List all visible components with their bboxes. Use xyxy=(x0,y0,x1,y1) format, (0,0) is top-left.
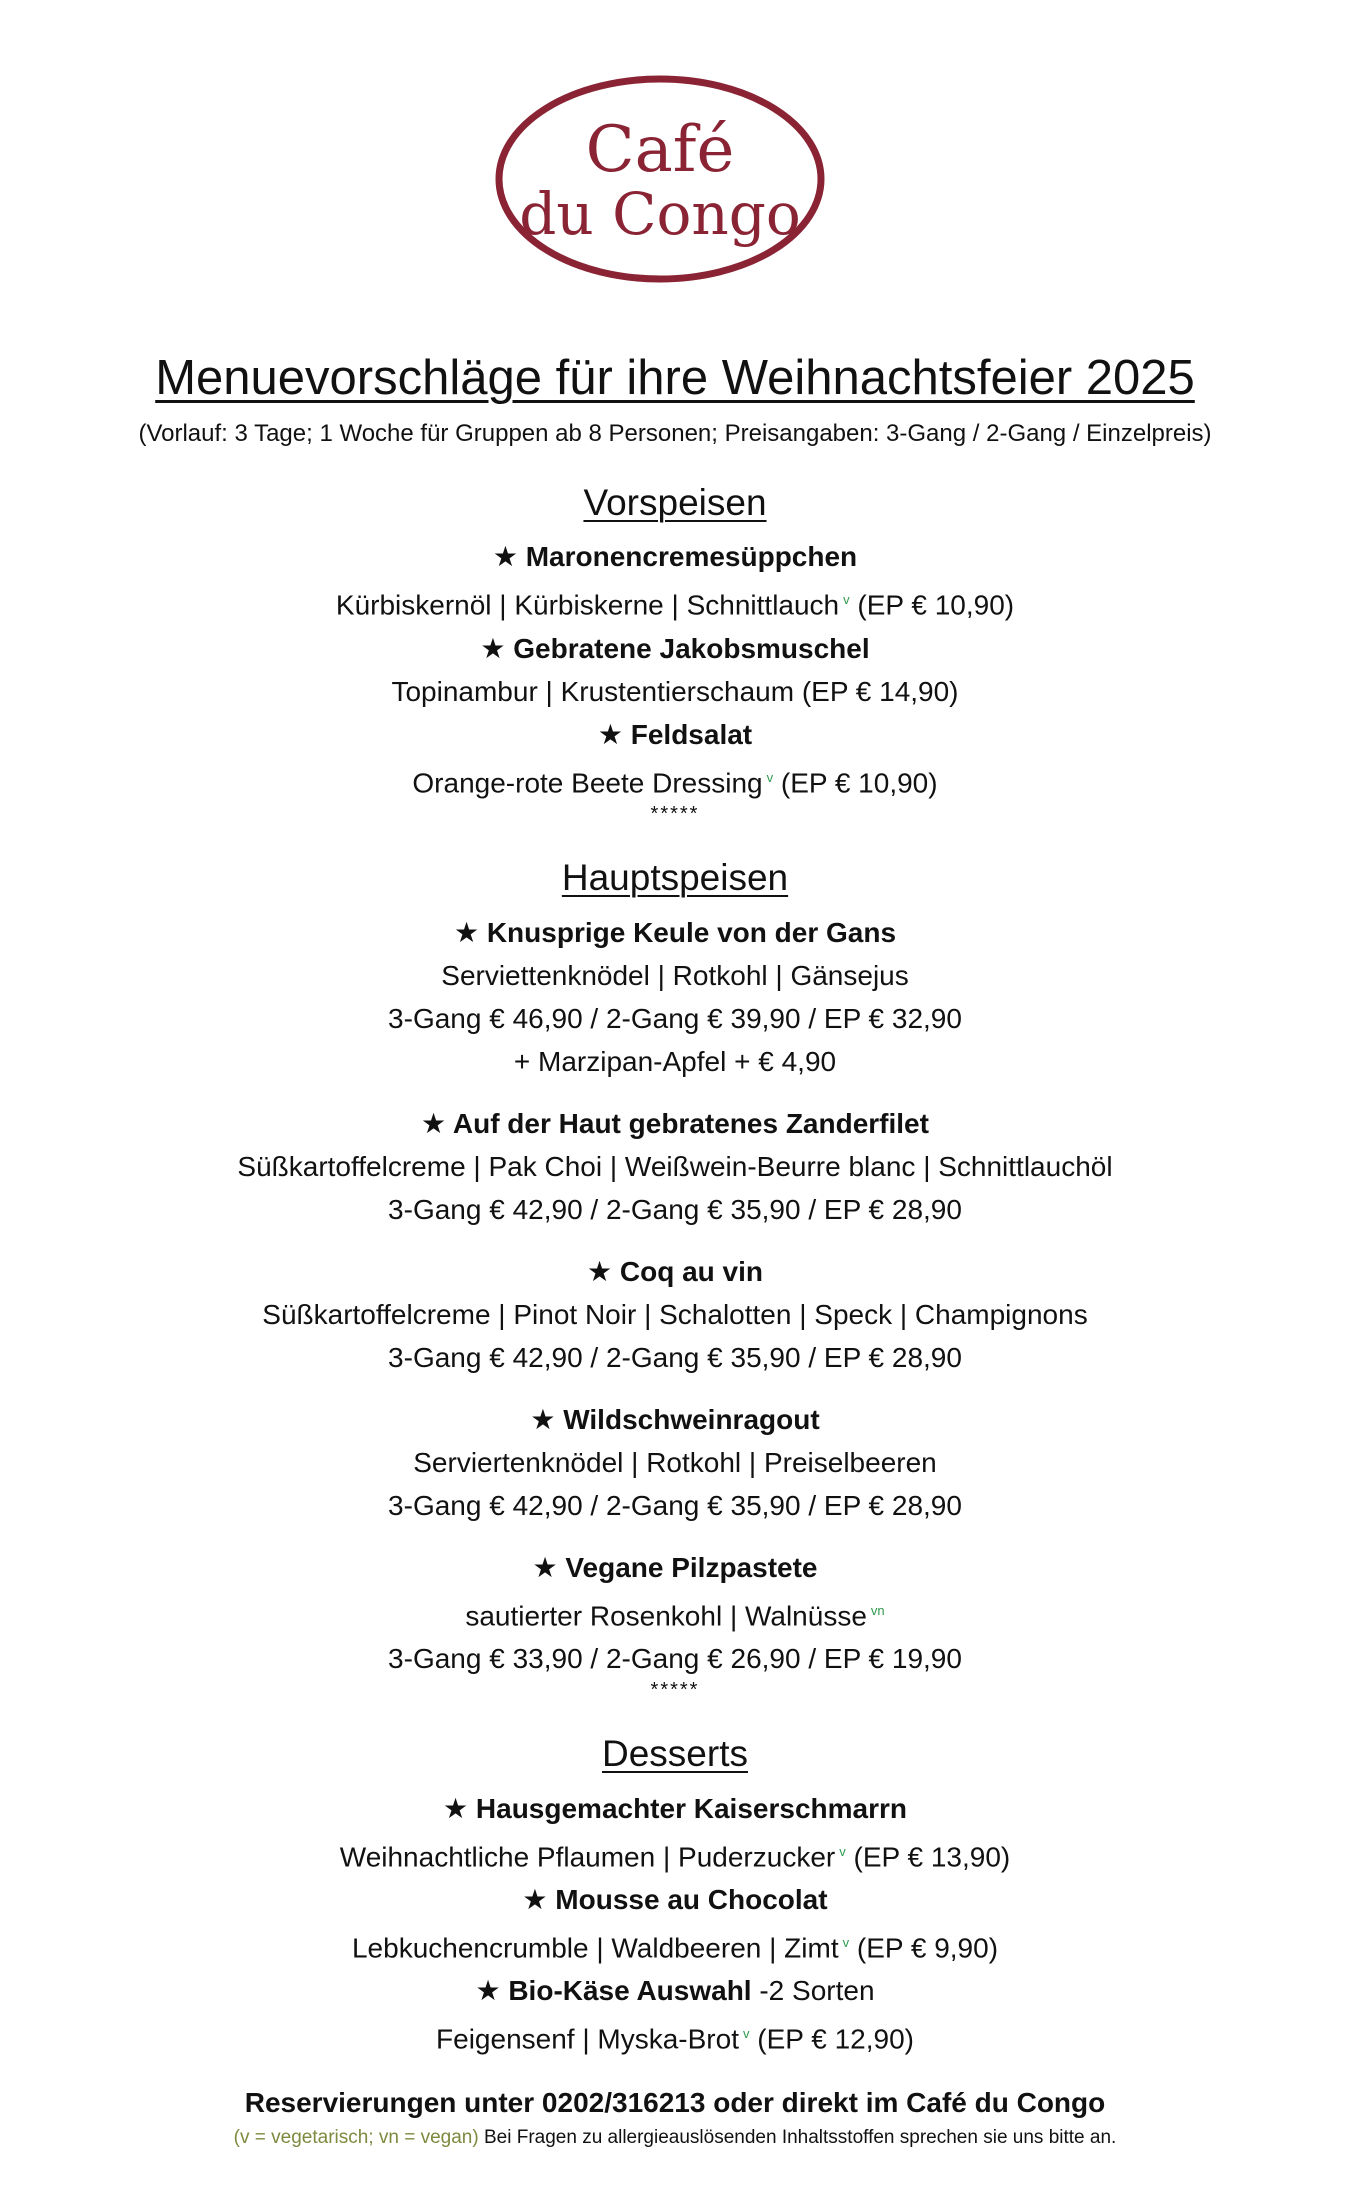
dish-name: ★ Auf der Haut gebratenes Zanderfilet xyxy=(421,1107,929,1139)
dish-desc-text: Lebkuchencrumble | Waldbeeren | Zimt xyxy=(351,1932,839,1964)
cafe-logo xyxy=(494,74,826,284)
dish-description: Süßkartoffelcreme | Pak Choi | Weißwein-Beurre blanc | Schnittlauchöl xyxy=(237,1150,1113,1182)
section-title-mains: Hauptspeisen xyxy=(561,857,789,899)
dish-name: ★ Knusprige Keule von der Gans xyxy=(453,916,897,948)
dish-name: ★ Vegane Pilzpastete xyxy=(532,1551,818,1583)
diet-legend: (v = vegetarisch; vn = vegan) xyxy=(233,2126,479,2148)
dish-extra: + Marzipan-Apfel + € 4,90 xyxy=(513,1045,837,1077)
dish-price: 3-Gang € 42,90 / 2-Gang € 35,90 / EP € 28,90 xyxy=(388,1489,962,1521)
section-starters xyxy=(0,483,1350,824)
dish-main-5 xyxy=(0,1546,1350,1680)
dish-name-suffix: -2 Sorten xyxy=(759,1975,875,2007)
dish-name-text: ★ Bio-Käse Auswahl xyxy=(475,1975,752,2007)
dish-starter-2 xyxy=(0,627,1350,713)
dish-price: 3-Gang € 46,90 / 2-Gang € 39,90 / EP € 32,90 xyxy=(388,1002,962,1034)
section-desserts xyxy=(0,1734,1350,2061)
dish-description: Serviettenknödel | Rotkohl | Gänsejus xyxy=(441,959,909,991)
menu-content xyxy=(0,352,1350,2149)
dish-description: Süßkartoffelcreme | Pinot Noir | Schalotten | Speck | Champignons xyxy=(262,1298,1088,1330)
dish-price: (EP € 9,90) xyxy=(856,1932,999,1964)
dish-price: 3-Gang € 42,90 / 2-Gang € 35,90 / EP € 28,90 xyxy=(388,1193,962,1225)
dish-name: ★ Hausgemachter Kaiserschmarrn xyxy=(443,1792,907,1824)
dish-starter-1 xyxy=(0,535,1350,626)
dish-description xyxy=(0,1921,1350,1969)
dish-price: (EP € 10,90) xyxy=(857,589,1015,621)
dish-desc-text: sautierter Rosenkohl | Walnüsse xyxy=(465,1600,867,1632)
section-separator: ***** xyxy=(650,1679,700,1702)
section-title-starters: Vorspeisen xyxy=(583,481,767,523)
logo-oval xyxy=(494,74,826,284)
section-separator: ***** xyxy=(650,803,700,826)
vegetarian-mark: v xyxy=(742,2026,750,2042)
dish-description xyxy=(0,2012,1350,2060)
dish-price: 3-Gang € 42,90 / 2-Gang € 35,90 / EP € 28,90 xyxy=(388,1341,962,1373)
dish-description: Topinambur | Krustentierschaum (EP € 14,90) xyxy=(391,675,959,707)
logo-line1: Café xyxy=(585,113,735,187)
vegetarian-mark: v xyxy=(842,1935,850,1951)
dish-main-3 xyxy=(0,1250,1350,1379)
dish-name: ★ Gebratene Jakobsmuschel xyxy=(480,632,870,664)
dish-starter-3 xyxy=(0,713,1350,804)
dish-price: (EP € 10,90) xyxy=(780,767,938,799)
dish-price: 3-Gang € 33,90 / 2-Gang € 26,90 / EP € 19,90 xyxy=(388,1643,962,1675)
dish-desc-text: Feigensenf | Myska-Brot xyxy=(436,2023,739,2055)
vegetarian-mark: v xyxy=(843,592,850,608)
vegan-mark: vn xyxy=(870,1602,885,1618)
dish-name: ★ Coq au vin xyxy=(587,1255,763,1287)
section-mains xyxy=(0,858,1350,1700)
dish-desc-text: Orange-rote Beete Dressing xyxy=(412,767,763,799)
allergy-text: Bei Fragen zu allergieauslösenden Inhaltsstoffen sprechen sie uns bitte an. xyxy=(483,2126,1117,2148)
dish-description xyxy=(0,1589,1350,1637)
logo-line2: du Congo xyxy=(519,180,801,248)
dish-name xyxy=(0,1969,1350,2012)
dish-desc-text: Weihnachtliche Pflaumen | Puderzucker xyxy=(339,1841,836,1873)
reservation-info: Reservierungen unter 0202/316213 oder direkt im Café du Congo xyxy=(244,2086,1106,2118)
dish-price: (EP € 12,90) xyxy=(757,2023,914,2055)
dish-main-1 xyxy=(0,911,1350,1083)
dish-description: Serviertenknödel | Rotkohl | Preiselbeeren xyxy=(413,1446,937,1478)
dish-dessert-3 xyxy=(0,1969,1350,2060)
dish-desc-text: Kürbiskernöl | Kürbiskerne | Schnittlauch xyxy=(335,589,840,621)
dish-main-2 xyxy=(0,1102,1350,1231)
vegetarian-mark: v xyxy=(766,769,774,785)
dish-price: (EP € 13,90) xyxy=(853,1841,1011,1873)
section-title-desserts: Desserts xyxy=(602,1733,748,1775)
dish-dessert-2 xyxy=(0,1878,1350,1969)
page-subtitle: (Vorlauf: 3 Tage; 1 Woche für Gruppen ab 8 Personen; Preisangaben: 3-Gang / 2-Gang / Einzelpreis) xyxy=(138,419,1212,447)
dish-name: ★ Feldsalat xyxy=(597,718,753,750)
dish-description xyxy=(0,756,1350,804)
dish-main-4 xyxy=(0,1398,1350,1527)
dish-description xyxy=(0,578,1350,626)
vegetarian-mark: v xyxy=(839,1843,846,1859)
dish-description xyxy=(0,1830,1350,1878)
dish-name: ★ Mousse au Chocolat xyxy=(522,1884,828,1916)
page-title: Menuevorschläge für ihre Weihnachtsfeier 2025 xyxy=(155,351,1195,405)
dish-name: ★ Wildschweinragout xyxy=(530,1403,820,1435)
allergy-note xyxy=(0,2127,1350,2149)
dish-name: ★ Maronencremesüppchen xyxy=(492,541,858,573)
dish-dessert-1 xyxy=(0,1787,1350,1878)
